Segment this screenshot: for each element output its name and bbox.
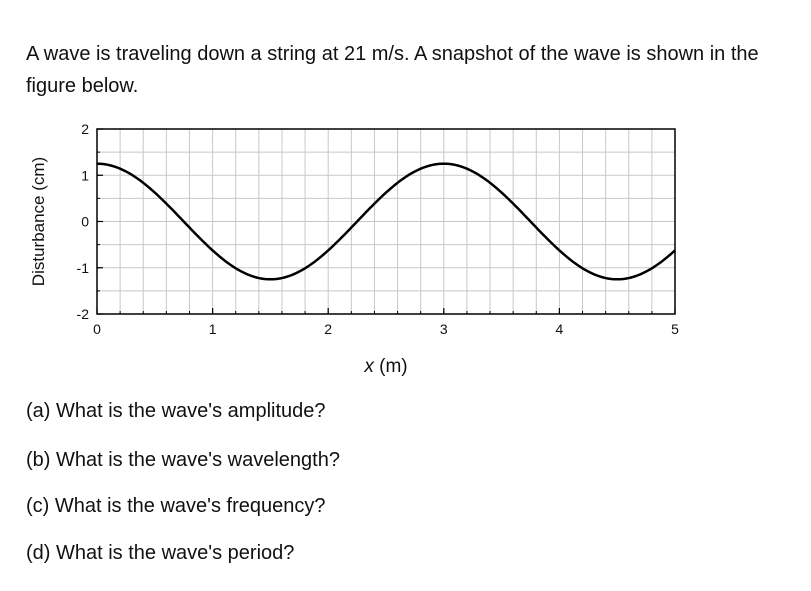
y-tick-label: -1 (76, 259, 89, 276)
y-axis-label: Disturbance (cm) (29, 156, 48, 287)
x-tick-label: 1 (208, 321, 217, 337)
x-tick-label: 4 (555, 321, 564, 337)
y-tick-label: -2 (76, 306, 89, 322)
question-wavelength: (b) What is the wave's wavelength? (26, 449, 340, 471)
y-tick-label: 0 (81, 213, 89, 230)
wave-chart (0, 110, 811, 385)
x-tick-label: 3 (439, 321, 448, 337)
x-tick-label: 5 (671, 321, 679, 337)
question-amplitude: (a) What is the wave's amplitude? (26, 400, 326, 422)
question-period: (d) What is the wave's period? (26, 542, 295, 564)
x-tick-label: 0 (93, 321, 101, 337)
x-axis-label: x (m) (364, 356, 408, 377)
y-tick-label: 2 (81, 121, 89, 137)
wave-figure (0, 110, 811, 385)
question-frequency: (c) What is the wave's frequency? (26, 495, 326, 517)
problem-intro: A wave is traveling down a string at 21 m/s. A snapshot of the wave is shown in the figure below. (26, 43, 759, 97)
x-tick-label: 2 (324, 321, 333, 337)
ticks (77, 121, 680, 337)
y-tick-label: 1 (81, 167, 89, 184)
